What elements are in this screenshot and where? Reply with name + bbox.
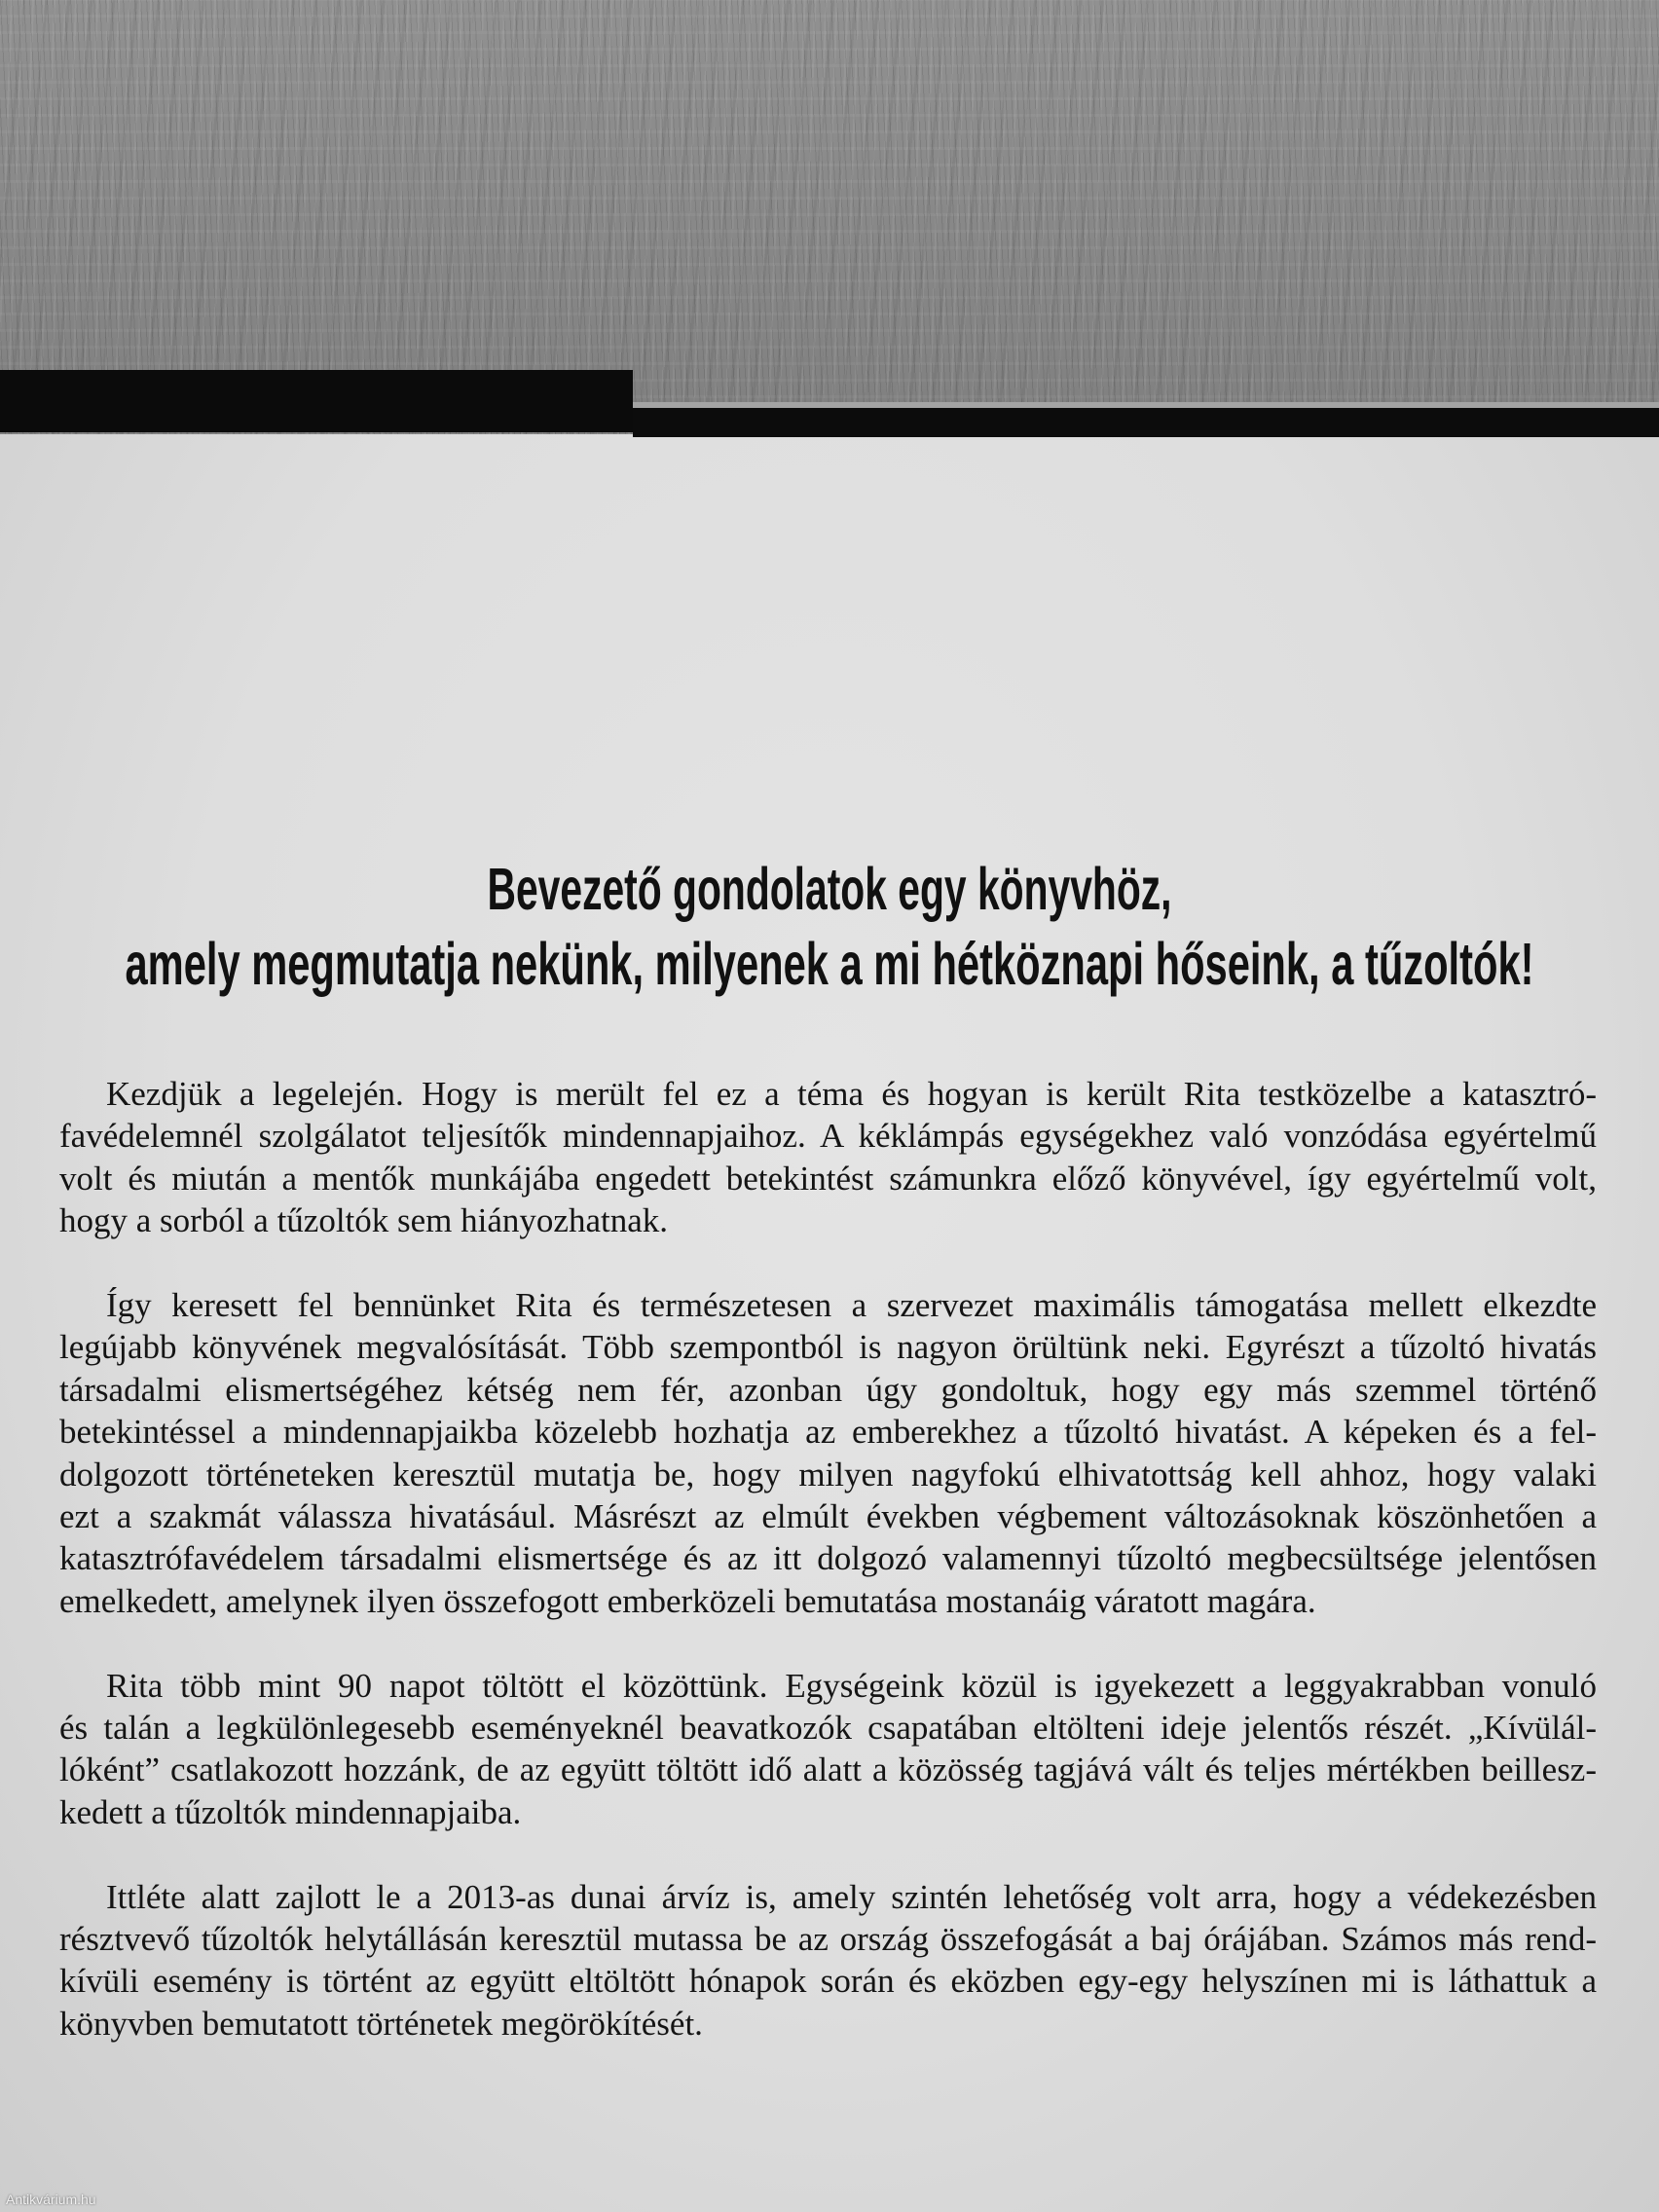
paragraph-line: betekintéssel a mindennapjaikba közelebb hozhatja az emberekhez a tűzoltó hivatást. A képeken és a fel-	[59, 1413, 1597, 1452]
paragraph-line: résztvevő tűzoltók helytállásán keresztül mutassa be az ország összefogását a baj órájában. Számos más rend-	[59, 1920, 1597, 1959]
page-edge-right	[633, 402, 1659, 437]
watermark-text: Antikvárium.hu	[6, 2192, 96, 2207]
paragraph-line: Ittléte alatt zajlott le a 2013-as dunai árvíz is, amely szintén lehetőség volt arra, hogy a védekezésben	[106, 1877, 1597, 1916]
paragraph-line: társadalmi elismertségéhez kétség nem fér, azonban úgy gondoltuk, hogy egy más szemmel történő	[59, 1370, 1597, 1409]
paragraph-3	[59, 1665, 1597, 1834]
paragraph-line: lóként” csatlakozott hozzánk, de az együtt töltött idő alatt a közösség tagjává vált és teljes mértékben beillesz-	[59, 1751, 1597, 1789]
title-line-1: Bevezető gondolatok egy könyvhöz,	[487, 856, 1172, 922]
page-edge-left	[0, 370, 633, 432]
paragraph-line: favédelemnél szolgálatot teljesítők mindennapjaihoz. A kéklámpás egységekhez való vonzódása egyértelmű	[59, 1117, 1597, 1156]
paragraph-4	[59, 1876, 1597, 2046]
paragraph-1	[59, 1073, 1597, 1242]
paragraph-line: dolgozott történeteken keresztül mutatja be, hogy milyen nagyfokú elhivatottság kell ahhoz, hogy valaki	[59, 1455, 1597, 1493]
paragraph-line: emelkedett, amelynek ilyen összefogott emberközeli bemutatása mostanáig váratott magára.	[59, 1581, 1316, 1620]
paragraph-line: katasztrófavédelem társadalmi elismertsége és az itt dolgozó valamennyi tűzoltó megbecsültsége jelentősen	[59, 1539, 1597, 1578]
paragraph-2	[59, 1284, 1597, 1622]
paragraph-line: hogy a sorból a tűzoltók sem hiányozhatnak.	[59, 1201, 668, 1240]
paragraph-line: kívüli esemény is történt az együtt eltöltött hónapok során és eközben egy-egy helyszínen mi is láthattuk a	[59, 1962, 1597, 2001]
page-title	[0, 837, 1659, 1013]
paragraph-line: ezt a szakmát válassza hivatásául. Másrészt az elmúlt években végbement változásoknak köszönhetően a	[59, 1497, 1597, 1536]
paragraph-line: Így keresett fel bennünket Rita és természetesen a szervezet maximális támogatása mellett elkezdte	[106, 1286, 1597, 1325]
paragraph-line: kedett a tűzoltók mindennapjaiba.	[59, 1792, 522, 1831]
paragraph-line: Rita több mint 90 napot töltött el közöttünk. Egységeink közül is igyekezett a leggyakrabban vonuló	[106, 1666, 1597, 1705]
paragraph-line: volt és miután a mentők munkájába engedett betekintést számunkra előző könyvével, így egyértelmű volt,	[59, 1159, 1597, 1198]
body-text	[59, 1073, 1597, 2087]
paragraph-line: könyvben bemutatott történetek megörökítését.	[59, 2004, 703, 2043]
title-line-2: amely megmutatja nekünk, milyenek a mi hétköznapi hőseink, a tűzoltók!	[125, 931, 1534, 997]
paragraph-line: és talán a legkülönlegesebb eseményeknél beavatkozók csapatában eltölteni ideje jelentős részét. „Kívülál-	[59, 1709, 1597, 1748]
paragraph-line: Kezdjük a legelején. Hogy is merült fel ez a téma és hogyan is került Rita testközelbe a katasztró-	[106, 1075, 1597, 1113]
paragraph-line: legújabb könyvének megvalósítását. Több szempontból is nagyon örültünk neki. Egyrészt a tűzoltó hivatás	[59, 1328, 1597, 1367]
